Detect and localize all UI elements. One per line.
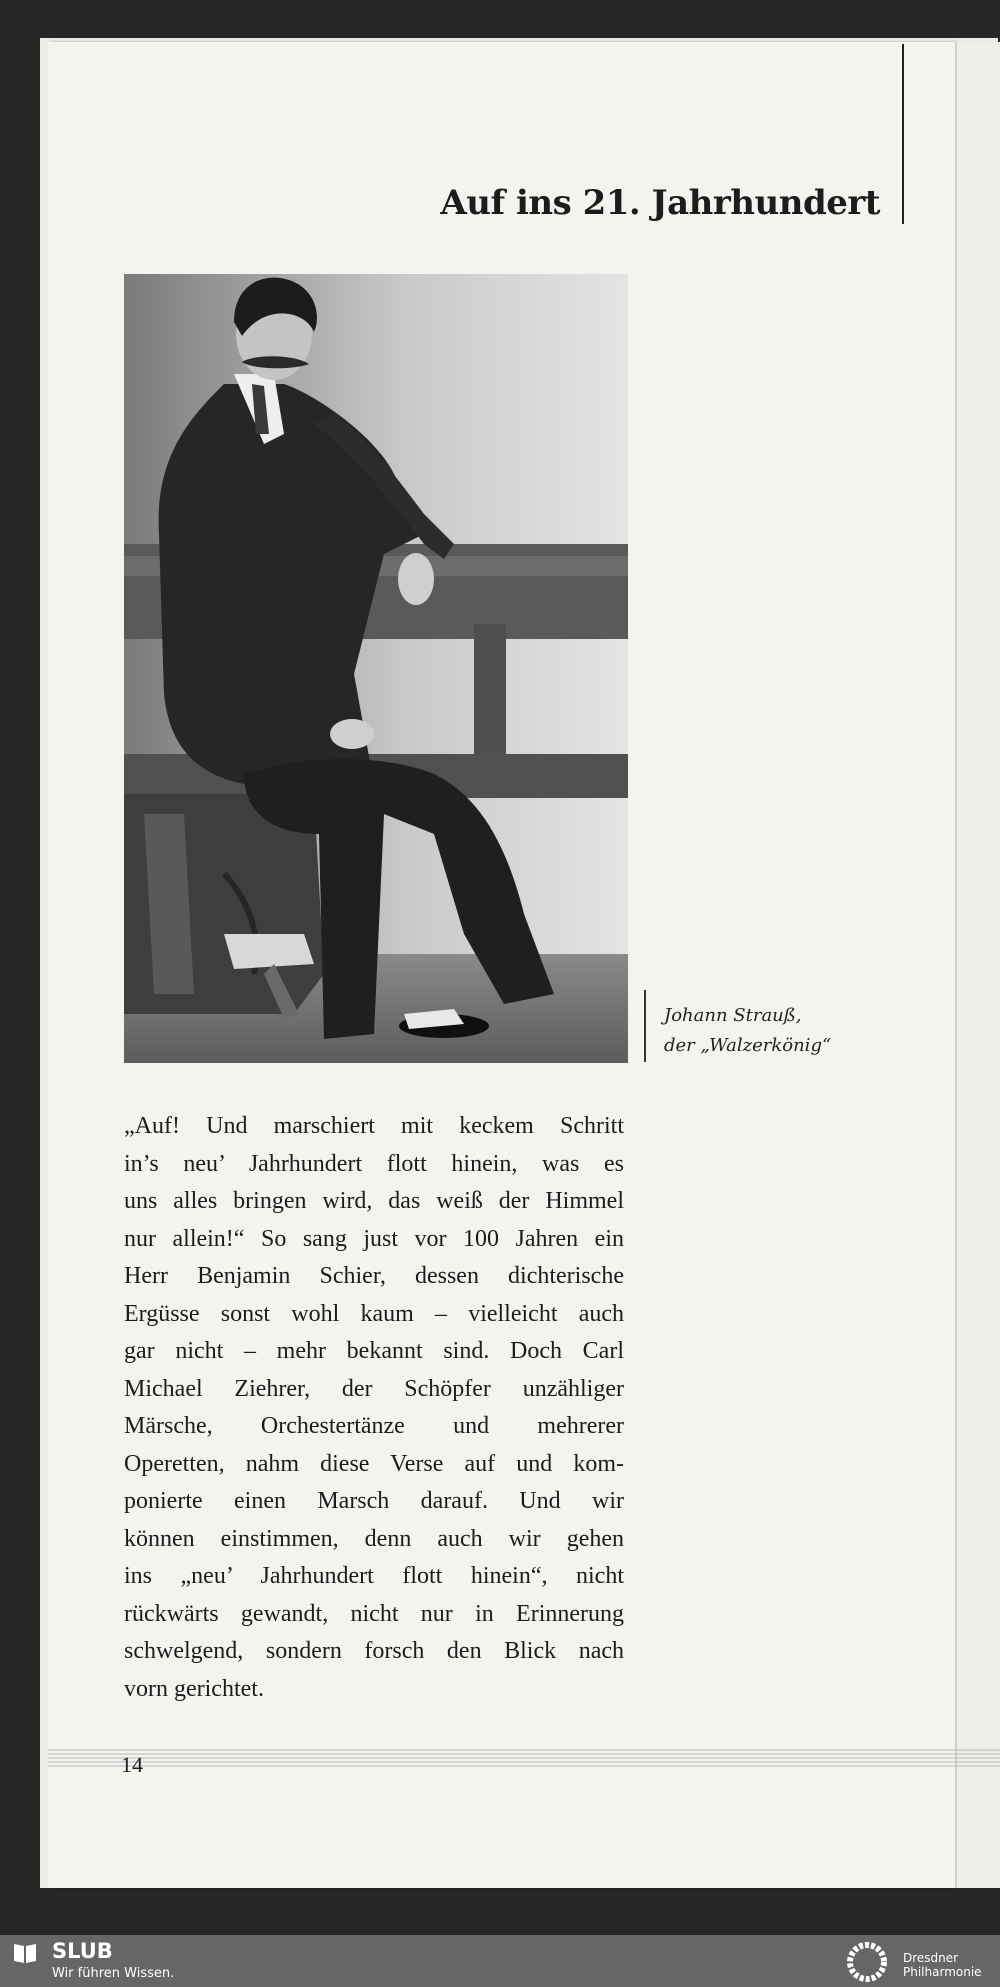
body-line: können einstimmen, denn auch wir gehen bbox=[124, 1525, 624, 1552]
body-line: Michael Ziehrer, der Schöpfer unzähliger bbox=[124, 1375, 624, 1402]
body-line: Herr Benjamin Schier, dessen dichterische bbox=[124, 1263, 624, 1289]
page-edge-strip bbox=[955, 42, 1000, 1888]
body-line: rückwärts gewandt, nicht nur in Erinnerung bbox=[124, 1600, 624, 1627]
body-line: Märsche, Orchestertänze und mehrerer bbox=[124, 1413, 624, 1439]
footer-staff-lines bbox=[48, 1748, 1000, 1788]
partner-name bbox=[903, 1951, 982, 1979]
page-title: Auf ins 21. Jahrhundert bbox=[440, 183, 880, 223]
body-line: Operetten, nahm diese Verse auf und kom- bbox=[124, 1450, 624, 1477]
body-line: schwelgend, sondern forsch den Blick nach bbox=[124, 1638, 624, 1664]
portrait-photo bbox=[124, 274, 628, 1063]
caption-line-2: der „Walzerkönig“ bbox=[664, 1035, 832, 1056]
header-rule bbox=[902, 44, 904, 224]
body-line: ins „neu’ Jahrhundert flott hinein“, nicht bbox=[124, 1563, 624, 1589]
body-line: nur allein!“ So sang just vor 100 Jahren ein bbox=[124, 1225, 624, 1252]
body-line: ponierte einen Marsch darauf. Und wir bbox=[124, 1488, 624, 1514]
orchestra-ring-icon bbox=[842, 1937, 892, 1987]
body-paragraph bbox=[124, 1108, 624, 1708]
page-number: 14 bbox=[121, 1752, 143, 1777]
partner-line-1: Dresdner bbox=[903, 1951, 959, 1965]
body-line: uns alles bringen wird, das weiß der Himmel bbox=[124, 1188, 624, 1214]
photo-caption bbox=[664, 1001, 831, 1061]
body-line: in’s neu’ Jahrhundert flott hinein, was es bbox=[124, 1150, 624, 1177]
caption-rule bbox=[644, 990, 646, 1062]
slub-tagline: Wir führen Wissen. bbox=[52, 1966, 175, 1981]
slub-name: SLUB bbox=[52, 1939, 113, 1963]
body-line: Ergüsse sonst wohl kaum – vielleicht auch bbox=[124, 1300, 624, 1327]
body-line: vorn gerichtet. bbox=[124, 1675, 264, 1702]
book-icon bbox=[12, 1941, 38, 1965]
body-line: gar nicht – mehr bekannt sind. Doch Carl bbox=[124, 1338, 624, 1364]
partner-line-2: Philharmonie bbox=[903, 1965, 982, 1979]
body-line: „Auf! Und marschiert mit keckem Schritt bbox=[124, 1113, 624, 1139]
caption-line-1: Johann Strauß, bbox=[664, 1005, 802, 1026]
